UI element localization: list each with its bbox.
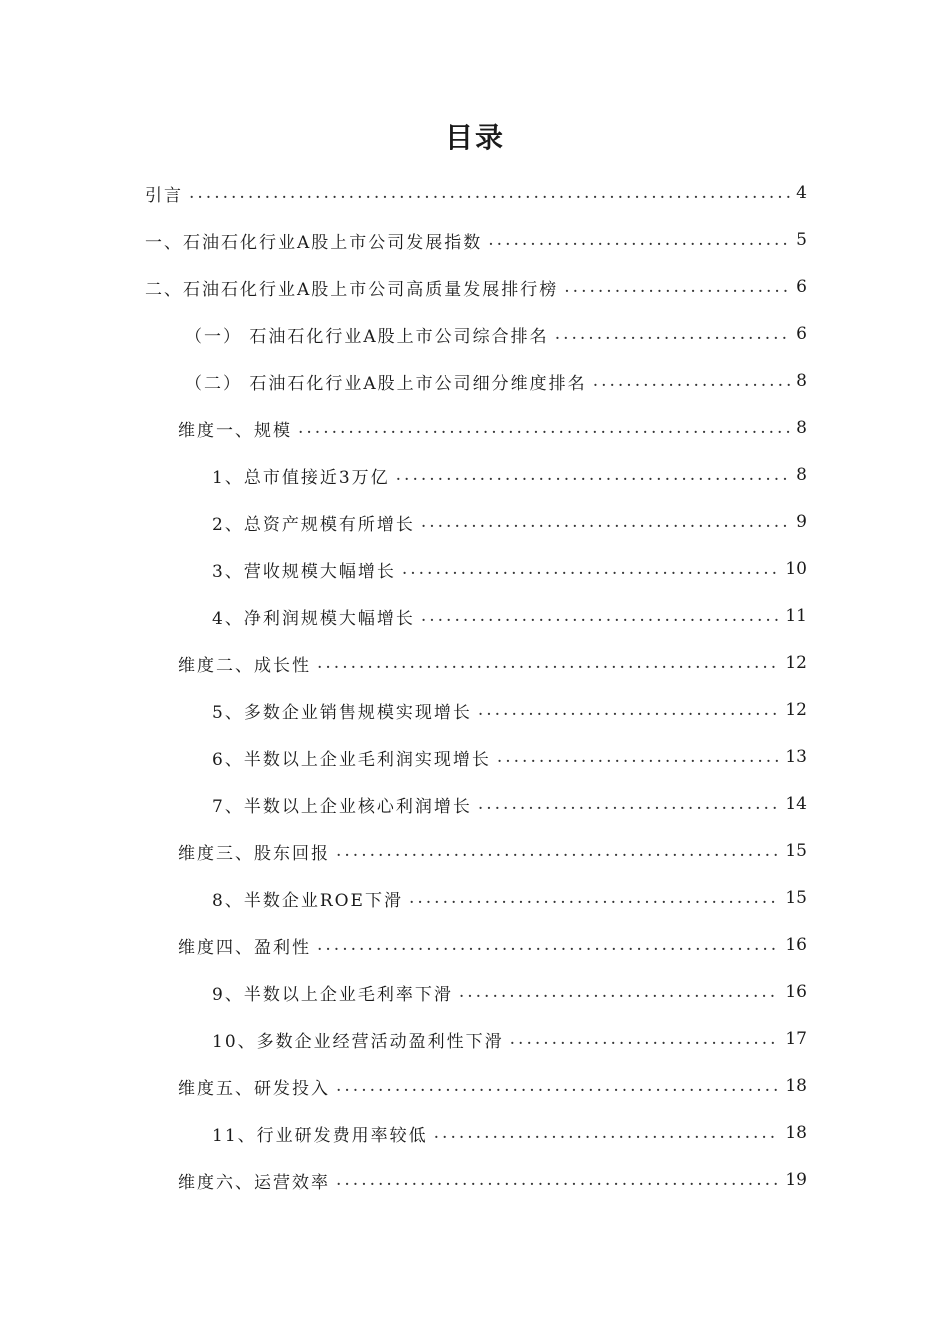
toc-page-number: 16 — [785, 982, 807, 1002]
toc-entry-subsection-2[interactable] — [185, 363, 807, 399]
toc-page-number: 6 — [796, 277, 807, 297]
toc-page-number: 5 — [796, 230, 807, 250]
toc-leader-dots — [317, 935, 779, 955]
toc-entry-label: （二） 石油石化行业A股上市公司细分维度排名 — [185, 373, 587, 394]
toc-entry-label: 维度五、研发投入 — [178, 1078, 330, 1099]
toc-leader-dots — [564, 277, 790, 297]
toc-page-number: 6 — [796, 324, 807, 344]
toc-leader-dots — [396, 465, 791, 485]
toc-leader-dots — [488, 230, 790, 250]
toc-entry-label: 一、石油石化行业A股上市公司发展指数 — [145, 232, 483, 253]
toc-entry-label: 维度六、运营效率 — [178, 1172, 330, 1193]
toc-leader-dots — [298, 418, 790, 438]
toc-entry-label: 4、净利润规模大幅增长 — [212, 608, 415, 629]
toc-entry-label: 维度一、规模 — [178, 420, 292, 441]
toc-entry-subsection-1[interactable] — [185, 316, 807, 352]
toc-entry-label: 8、半数企业ROE下滑 — [212, 890, 403, 911]
toc-leader-dots — [402, 559, 780, 579]
toc-leader-dots — [593, 371, 790, 391]
toc-entry-dimension-6[interactable] — [178, 1162, 807, 1198]
toc-page-number: 17 — [785, 1029, 807, 1049]
toc-page-number: 10 — [785, 559, 807, 579]
toc-entry-item-1[interactable] — [212, 457, 807, 493]
toc-entry-intro[interactable] — [145, 175, 807, 211]
toc-leader-dots — [317, 653, 779, 673]
toc-entry-dimension-2[interactable] — [178, 645, 807, 681]
toc-leader-dots — [421, 512, 790, 532]
toc-entry-dimension-1[interactable] — [178, 410, 807, 446]
toc-leader-dots — [409, 888, 779, 908]
toc-page-number: 16 — [785, 935, 807, 955]
toc-leader-dots — [434, 1123, 780, 1143]
toc-page-number: 15 — [785, 888, 807, 908]
toc-entry-section-1[interactable] — [145, 222, 807, 258]
toc-leader-dots — [189, 183, 790, 203]
toc-page-number: 12 — [785, 653, 807, 673]
toc-entry-item-5[interactable] — [212, 692, 807, 728]
toc-page-number: 14 — [785, 794, 807, 814]
toc-entry-item-8[interactable] — [212, 880, 807, 916]
toc-entry-label: 6、半数以上企业毛利润实现增长 — [212, 749, 491, 770]
toc-page-number: 8 — [796, 418, 807, 438]
toc-entry-label: 9、半数以上企业毛利率下滑 — [212, 984, 453, 1005]
toc-entry-dimension-4[interactable] — [178, 927, 807, 963]
toc-entry-label: 1、总市值接近3万亿 — [212, 467, 390, 488]
toc-entry-dimension-3[interactable] — [178, 833, 807, 869]
toc-entry-label: 5、多数企业销售规模实现增长 — [212, 702, 472, 723]
toc-page-number: 15 — [785, 841, 807, 861]
toc-entry-label: 维度四、盈利性 — [178, 937, 311, 958]
toc-leader-dots — [336, 841, 779, 861]
toc-page-number: 13 — [785, 747, 807, 767]
toc-entry-label: 引言 — [145, 185, 183, 206]
toc-entry-item-2[interactable] — [212, 504, 807, 540]
toc-entry-label: 7、半数以上企业核心利润增长 — [212, 796, 472, 817]
toc-entry-label: 2、总资产规模有所增长 — [212, 514, 415, 535]
toc-page-number: 19 — [785, 1170, 807, 1190]
page-title: 目录 — [444, 121, 505, 154]
toc-leader-dots — [336, 1170, 779, 1190]
toc-entry-section-2[interactable] — [145, 269, 807, 305]
toc-entry-item-4[interactable] — [212, 598, 807, 634]
toc-leader-dots — [478, 700, 780, 720]
toc-entry-label: （一） 石油石化行业A股上市公司综合排名 — [185, 326, 549, 347]
toc-page-number: 9 — [796, 512, 807, 532]
toc-entry-label: 二、石油石化行业A股上市公司高质量发展排行榜 — [145, 279, 559, 300]
toc-leader-dots — [510, 1029, 780, 1049]
toc-leader-dots — [336, 1076, 779, 1096]
toc-page-number: 18 — [785, 1076, 807, 1096]
toc-page-number: 8 — [796, 371, 807, 391]
toc-entry-item-11[interactable] — [212, 1115, 807, 1151]
toc-entry-label: 3、营收规模大幅增长 — [212, 561, 396, 582]
toc-page-number: 12 — [785, 700, 807, 720]
toc-leader-dots — [497, 747, 780, 767]
toc-entry-label: 维度三、股东回报 — [178, 843, 330, 864]
toc-leader-dots — [555, 324, 790, 344]
toc-leader-dots — [421, 606, 780, 626]
toc-entry-label: 维度二、成长性 — [178, 655, 311, 676]
toc-entry-label: 11、行业研发费用率较低 — [212, 1125, 428, 1146]
toc-page-number: 11 — [785, 606, 807, 626]
toc-leader-dots — [459, 982, 780, 1002]
toc-page-number: 4 — [796, 183, 807, 203]
toc-entry-item-9[interactable] — [212, 974, 807, 1010]
toc-page-number: 18 — [785, 1123, 807, 1143]
toc-entry-item-10[interactable] — [212, 1021, 807, 1057]
toc-entry-label: 10、多数企业经营活动盈利性下滑 — [212, 1031, 504, 1052]
toc-leader-dots — [478, 794, 780, 814]
toc-entry-item-6[interactable] — [212, 739, 807, 775]
toc-entry-item-3[interactable] — [212, 551, 807, 587]
toc-entry-item-7[interactable] — [212, 786, 807, 822]
toc-entry-dimension-5[interactable] — [178, 1068, 807, 1104]
toc-page-number: 8 — [796, 465, 807, 485]
